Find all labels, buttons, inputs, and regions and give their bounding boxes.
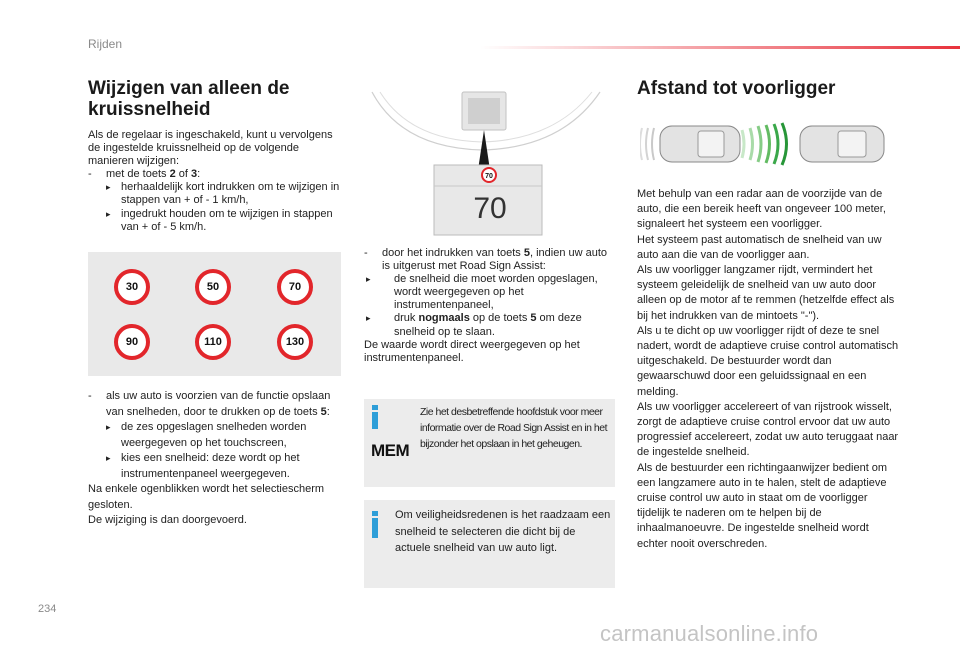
info-box-safety-text: Om veiligheidsredenen is het raadzaam een snelheid te selecteren die dicht bij de actuele snelheid van uw auto ligt.	[395, 509, 611, 554]
mirror-glass	[468, 98, 500, 124]
speed-sign-50: 50	[195, 269, 231, 305]
header-accent-rule	[480, 46, 960, 49]
arrow-bullet-icon: ▸	[366, 313, 371, 324]
radar-wave	[750, 128, 753, 160]
radar-wave	[766, 125, 770, 163]
sub-bullet-long-press: ▸ ingedrukt houden om te wijzigen in stappen van + of - 5 km/h.	[106, 207, 333, 233]
motion-line	[640, 128, 642, 160]
instrument-panel-illustration	[362, 78, 612, 238]
sub-bullet-short-press: ▸ herhaaldelijk kort indrukken om te wijzigen in stappen van + of - 1 km/h,	[106, 181, 340, 207]
bullet-key-2-3: - met de toets 2 of 3:	[88, 168, 201, 181]
radar-wave	[774, 124, 778, 164]
middle-instructions	[364, 247, 616, 365]
radar-wave	[782, 123, 787, 165]
info-icon	[372, 511, 377, 538]
speed-sign-130: 130	[277, 324, 313, 360]
arrow-bullet-icon: ▸	[366, 274, 371, 285]
arrow-bullet-icon: ▸	[106, 453, 111, 463]
right-section-title: Afstand tot voorligger	[637, 78, 836, 99]
speed-limit-signs-panel	[88, 252, 341, 376]
motion-line	[652, 128, 654, 160]
info-box-memory	[364, 399, 615, 487]
info-icon	[372, 405, 377, 429]
speed-sign-70: 70	[277, 269, 313, 305]
page-number: 234	[38, 603, 57, 615]
intro-text: Als de regelaar is ingeschakeld, kunt u vervolgens de ingestelde kruissnelheid op de volgende manieren wijzigen:	[88, 129, 333, 168]
leading-car-roof	[838, 131, 866, 157]
speed-sign-90: 90	[114, 324, 150, 360]
closing-text-1: Na enkele ogenblikken wordt het selectiescherm gesloten.	[88, 483, 325, 511]
watermark-text: carmanualsonline.info	[600, 621, 819, 646]
left-memory-instructions	[88, 389, 346, 529]
sub-bullet-choose-speed: ▸ kies een snelheid: deze wordt op het instrumentenpaneel weergegeven.	[106, 452, 300, 480]
radar-distance-illustration	[640, 118, 890, 170]
info-box-memory-text: Zie het desbetreffende hoofdstuk voor meer informatie over de Road Sign Assist en in het bijzonder het opslaan in het geheugen.	[420, 406, 608, 451]
small-speed-sign-value: 70	[485, 173, 493, 180]
mem-badge: MEM	[371, 441, 410, 460]
bullet-road-sign-assist: - door het indrukken van toets 5, indien uw auto is uitgerust met Road Sign Assist:	[364, 247, 608, 273]
sub-bullet-press-again: ▸ druk nogmaals op de toets 5 om deze snelheid op te slaan.	[366, 312, 582, 338]
display-speed-value: 70	[473, 192, 507, 225]
motion-line	[646, 128, 648, 160]
arrow-bullet-icon: ▸	[106, 208, 111, 219]
left-section-title: Wijzigen van alleen de kruissnelheid	[88, 78, 290, 120]
sub-bullet-speed-shown: ▸ de snelheid die moet worden opgeslagen, wordt weergegeven op het instrumentenpaneel,	[366, 273, 598, 312]
bullet-key-5: - als uw auto is voorzien van de functie opslaan van snelheden, door te drukken op de toets 5:	[88, 390, 331, 418]
right-body-text: Met behulp van een radar aan de voorzijde van de auto, die een bereik heeft van ongeveer 100 meter, signaleert het systeem een voorligger. Het systeem past automatisch de snelheid van uw auto aan die van de voorligger aan. Als uw voorligger langzamer rijdt, vermindert het systeem geleidelijk de snelheid van uw auto door alleen op de motor af te remmen (hetzelfde effect als bij het indrukken van de mintoets "-"). Als u te dicht op uw voorligger rijdt of deze te snel nadert, wordt de adaptieve cruise control automatisch uitgeschakeld. De bestuurder wordt dan gewaarschuwd door een geluidssignaal en een melding. Als uw voorligger accelereert of van rijstrook wisselt, zorgt de adaptieve cruise control ervoor dat uw auto progressief accelereert, zodat uw auto teruggaat naar de ingestelde snelheid. Als de bestuurder een richtingaanwijzer bedient om een langzamere auto in te halen, stelt de adaptieve cruise control uw auto in staat om de voorligger tijdelijk te naderen om te helpen bij de inhaalmanoeuvre. De ingestelde snelheid wordt echter nooit overschreden.	[637, 188, 899, 550]
sub-bullet-touchscreen: ▸ de zes opgeslagen snelheden worden weergegeven op het touchscreen,	[106, 421, 307, 449]
radar-wave	[742, 130, 744, 158]
left-instructions	[88, 129, 343, 234]
radar-wave	[758, 126, 761, 162]
speed-sign-30: 30	[114, 269, 150, 305]
arrow-bullet-icon: ▸	[106, 422, 111, 432]
running-head: Rijden	[88, 37, 123, 51]
info-box-safety	[364, 500, 615, 588]
own-car-roof	[698, 131, 724, 157]
closing-text-2: De wijziging is dan doorgevoerd.	[88, 514, 247, 526]
arrow-bullet-icon: ▸	[106, 182, 111, 193]
middle-closing-text: De waarde wordt direct weergegeven op het instrumentenpaneel.	[364, 338, 580, 364]
speed-sign-110: 110	[195, 324, 231, 360]
